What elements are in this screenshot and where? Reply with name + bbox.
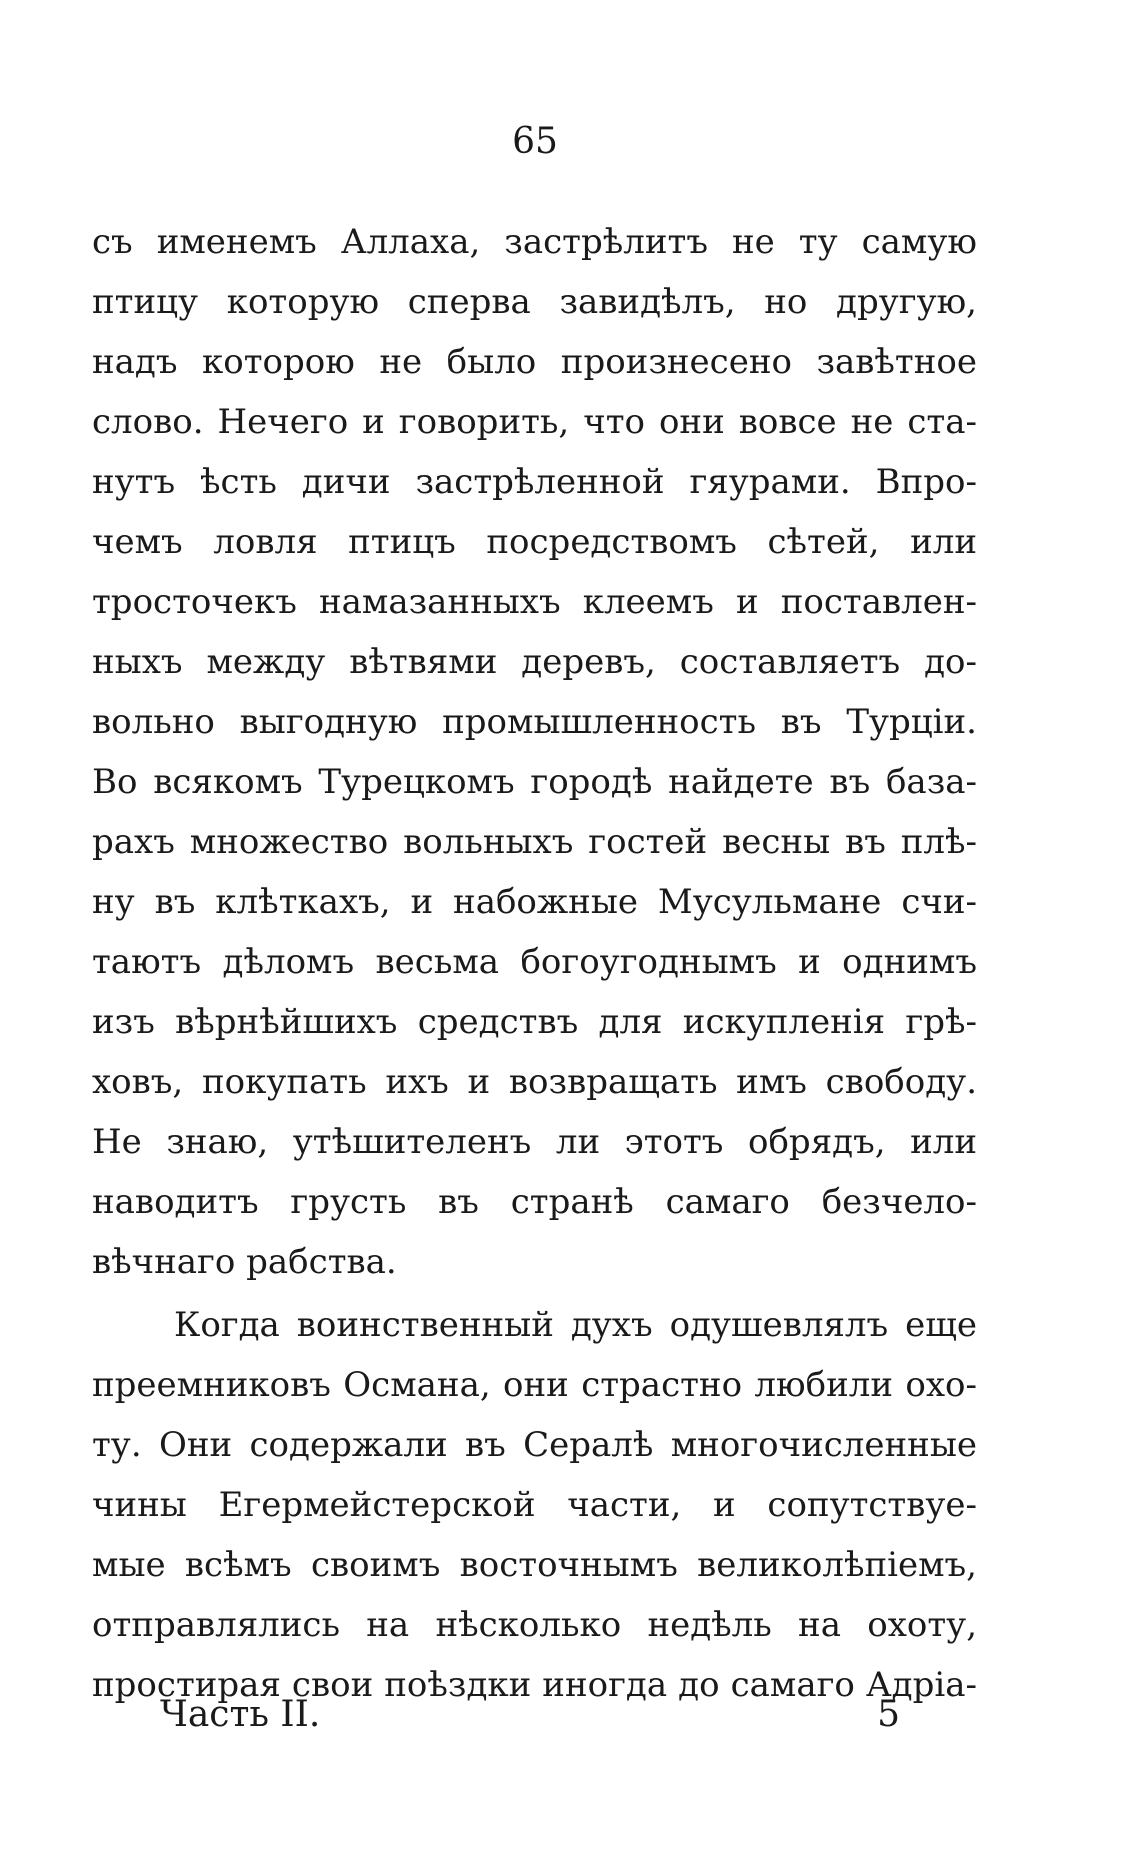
text-line: ну въ клѣткахъ, и набожные Мусульмане счи- [92,882,977,922]
text-line: ныхъ между вѣтвями деревъ, составляетъ до- [92,642,977,682]
text-line: отправлялись на нѣсколько недѣль на охоту, [92,1605,977,1645]
text-line: таютъ дѣломъ весьма богоугоднымъ и однимъ [92,942,977,982]
signature-mark: Часть II. [160,1694,321,1735]
page-text [92,212,977,1715]
text-line: слово. Нечего и говорить, что они вовсе не ста- [92,402,977,442]
sheet-number: 5 [877,1694,900,1735]
text-line: мые всѣмъ своимъ восточнымъ великолѣпіемъ, [92,1545,977,1585]
text-line: надъ которою не было произнесено завѣтное [92,342,977,382]
paragraph-1 [92,212,977,1292]
text-line: ховъ, покупать ихъ и возвращать имъ свободу. [92,1062,977,1102]
text-line: птицу которую сперва завидѣлъ, но другую, [92,282,977,322]
text-line: вѣчнаго рабства. [92,1242,397,1282]
text-line: съ именемъ Аллаха, застрѣлитъ не ту самую [92,222,977,262]
page-number: 65 [512,121,558,162]
text-line: нутъ ѣсть дичи застрѣленной гяурами. Впро- [92,462,977,502]
text-line: простирая свои поѣздки иногда до самаго Адріа- [92,1665,977,1705]
text-line: тросточекъ намазанныхъ клеемъ и поставлен- [92,582,977,622]
text-line: преемниковъ Османа, они страстно любили охо- [92,1365,977,1405]
text-line: Когда воинственный духъ одушевлялъ еще [174,1305,977,1345]
text-line: вольно выгодную промышленность въ Турціи. [92,702,977,742]
text-line: Во всякомъ Турецкомъ городѣ найдете въ база- [92,762,977,802]
text-line: рахъ множество вольныхъ гостей весны въ плѣ- [92,822,977,862]
text-line: изъ вѣрнѣйшихъ средствъ для искупленія грѣ- [92,1002,977,1042]
text-line: ту. Они содержали въ Сералѣ многочисленные [92,1425,977,1465]
paragraph-2 [92,1295,977,1715]
text-line: чины Егермейстерской части, и сопутствуе- [92,1485,977,1525]
text-line: чемъ ловля птицъ посредствомъ сѣтей, или [92,522,977,562]
text-line: Не знаю, утѣшителенъ ли этотъ обрядъ, или [92,1122,977,1162]
text-line: наводитъ грусть въ странѣ самаго безчело- [92,1182,977,1222]
